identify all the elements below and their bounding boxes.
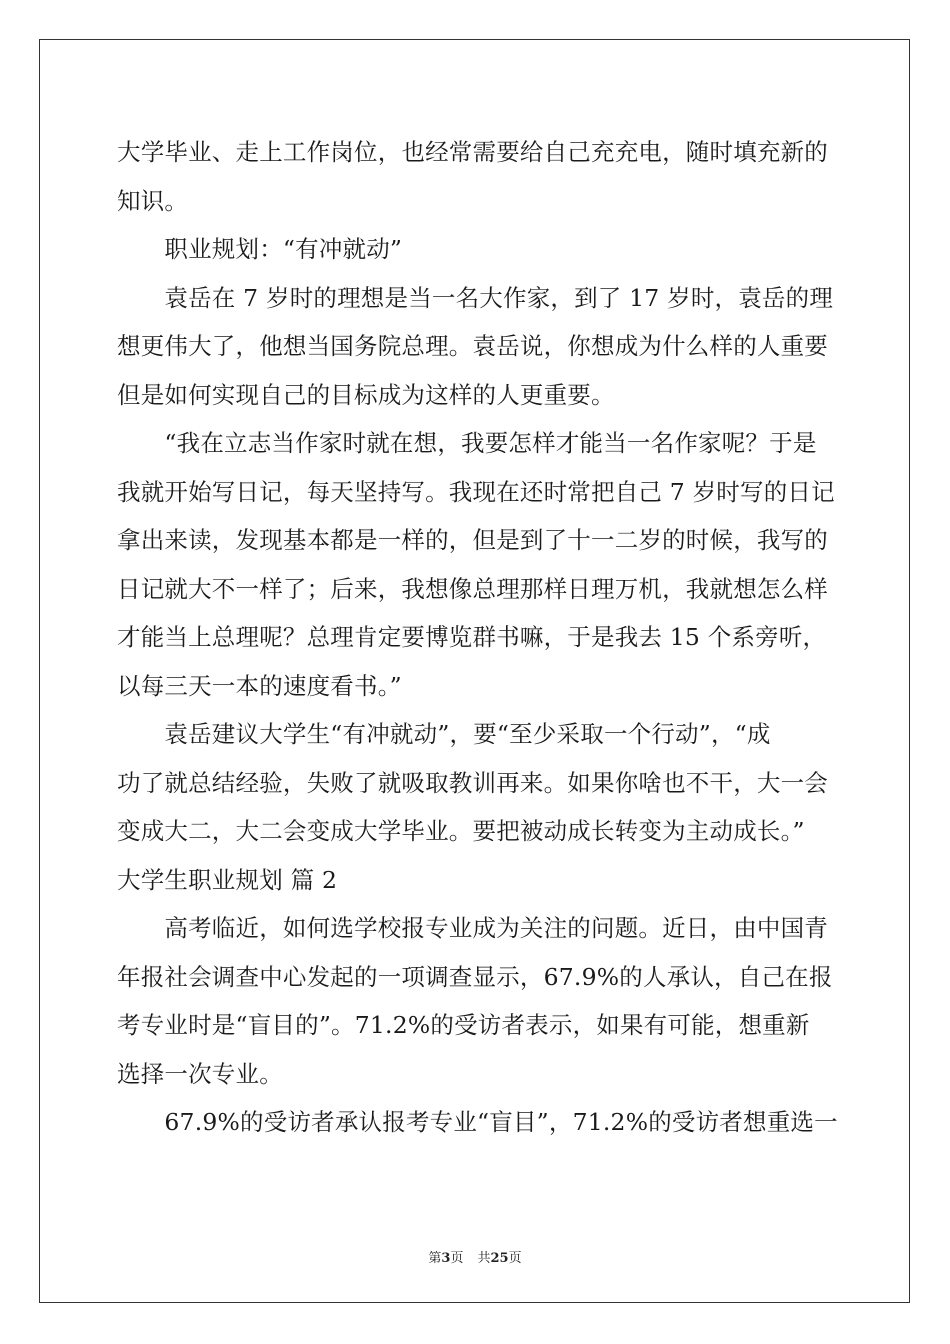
document-body xyxy=(117,128,837,1147)
text-line: 但是如何实现自己的目标成为这样的人更重要。 xyxy=(117,380,615,409)
text-line: 67.9%的受访者承认报考专业“盲目”，71.2%的受访者想重选一 xyxy=(117,1108,838,1136)
footer-prefix: 第 xyxy=(428,1251,442,1266)
text-line: 知识。 xyxy=(117,186,189,215)
article-title: 大学生职业规划 篇 2 xyxy=(117,865,338,894)
footer-total-suffix: 页 xyxy=(508,1251,522,1266)
text-line: 以每三天一本的速度看书。” xyxy=(117,671,402,700)
total-pages-number: 25 xyxy=(490,1251,509,1266)
text-line: 选择一次专业。 xyxy=(117,1059,283,1088)
text-line: 功了就总结经验，失败了就吸取教训再来。如果你啥也不干，大一会 xyxy=(117,768,828,797)
text-line: 高考临近，如何选学校报专业成为关注的问题。近日，由中国青 xyxy=(117,914,828,942)
section-heading: 职业规划：“有冲就动” xyxy=(117,235,403,263)
text-line: 大学毕业、走上工作岗位，也经常需要给自己充充电，随时填充新的 xyxy=(117,138,828,166)
text-line: 袁岳在 7 岁时的理想是当一名大作家，到了 17 岁时，袁岳的理 xyxy=(117,283,834,312)
text-line: 想更伟大了，他想当国务院总理。袁岳说，你想成为什么样的人重要 xyxy=(117,332,828,360)
footer-total-prefix: 共 xyxy=(477,1251,491,1266)
text-line: 拿出来读，发现基本都是一样的，但是到了十一二岁的时候，我写的 xyxy=(117,526,828,554)
text-line: 年报社会调查中心发起的一项调查显示，67.9%的人承认，自己在报 xyxy=(117,962,833,991)
current-page-number: 3 xyxy=(441,1251,451,1266)
text-line: 我就开始写日记，每天坚持写。我现在还时常把自己 7 岁时写的日记 xyxy=(117,477,835,506)
text-line: 日记就大不一样了；后来，我想像总理那样日理万机，我就想怎么样 xyxy=(117,574,828,603)
text-line: “我在立志当作家时就在想，我要怎样才能当一名作家呢？于是 xyxy=(117,429,817,457)
text-line: 袁岳建议大学生“有冲就动”，要“至少采取一个行动”，“成 xyxy=(117,720,771,748)
text-line: 考专业时是“盲目的”。71.2%的受访者表示，如果有可能，想重新 xyxy=(117,1011,810,1039)
text-line: 才能当上总理呢？总理肯定要博览群书嘛，于是我去 15 个系旁听， xyxy=(117,623,827,651)
text-line: 变成大二，大二会变成大学毕业。要把被动成长转变为主动成长。” xyxy=(117,817,805,845)
footer-page-suffix: 页 xyxy=(450,1251,464,1266)
page-footer xyxy=(0,1247,950,1266)
